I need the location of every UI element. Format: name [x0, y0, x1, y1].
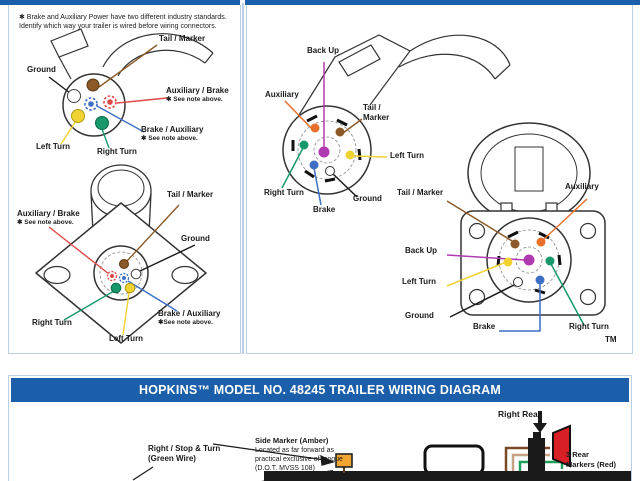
- socket-ground-label: Ground: [181, 234, 210, 243]
- socket-tail-marker-pin: [120, 260, 129, 269]
- socket-mount-hole-left: [44, 267, 70, 284]
- seven-plug-left-turn-pin: [346, 151, 355, 160]
- socket-right-turn-pin: [111, 283, 121, 293]
- socket-left-turn-label: Left Turn: [109, 334, 144, 343]
- plug-right-turn-pin: [96, 117, 109, 130]
- trailer-fender: [425, 446, 483, 474]
- seven-plug-tail-marker-label: [363, 103, 389, 123]
- diagram-title-bar: HOPKINS™ MODEL NO. 48245 TRAILER WIRING DIAGRAM: [11, 378, 629, 402]
- seven-socket-auxiliary-label: Auxiliary: [565, 182, 599, 191]
- rear-markers-label: [566, 450, 616, 479]
- plug-brake-aux-label: [141, 125, 203, 143]
- flange-hole-tl: [470, 224, 485, 239]
- socket-aux-brake-note: ✱ See note above.: [17, 219, 74, 226]
- plug-tail-marker-pin: [87, 79, 99, 91]
- seven-socket-back-up-label: Back Up: [405, 246, 438, 255]
- plug-brake-aux-note: ✱ See note above.: [141, 135, 198, 142]
- socket-left-turn-pin: [125, 283, 135, 293]
- seven-socket-left-turn-pin: [504, 258, 513, 267]
- seven-plug-right-turn-pin: [300, 141, 309, 150]
- socket-brake-aux-title: Brake / Auxiliary: [158, 309, 221, 318]
- socket-tail-marker-label: Tail / Marker: [167, 190, 214, 199]
- socket-aux-brake-label: [17, 209, 80, 227]
- seven-socket-auxiliary-pin: [537, 238, 546, 247]
- seven-plug-left-turn-label: Left Turn: [390, 151, 425, 160]
- plug-aux-brake-label: [166, 86, 229, 104]
- seven-socket-back-up-pin: [524, 255, 535, 266]
- seven-plug-tail-line1: Tail /: [363, 103, 381, 112]
- plug-aux-brake-note: ✱ See note above.: [166, 96, 223, 103]
- six-pin-diagram-art: [9, 5, 240, 353]
- seven-plug-back-up-label: Back Up: [307, 46, 340, 55]
- plug-brake-aux-pin: [85, 98, 97, 110]
- panel-six-pin-connectors: [8, 5, 241, 354]
- flange-hole-br: [581, 290, 596, 305]
- seven-plug-ground-pin: [326, 167, 335, 176]
- plug-aux-brake-pin: [104, 96, 116, 108]
- right-rear-label: Right Rear: [498, 409, 541, 419]
- plug-left-turn-label: Left Turn: [36, 142, 71, 151]
- socket-brake-aux-label: [158, 309, 220, 327]
- socket-aux-brake-title: Auxiliary / Brake: [17, 209, 80, 218]
- plug-right-turn-label: Right Turn: [97, 147, 137, 156]
- socket-right-turn-label: Right Turn: [32, 318, 72, 327]
- socket-brake-aux-note: ✱See note above.: [158, 319, 213, 326]
- panel-trailer-wiring: [8, 375, 632, 481]
- rear-markers-line3: Needed For: [566, 469, 608, 479]
- panel-divider: [242, 3, 244, 354]
- seven-plug-brake-label: Brake: [313, 205, 336, 214]
- side-marker-title: Side Marker (Amber): [255, 436, 329, 445]
- seven-plug-back-up-pin: [319, 147, 330, 158]
- socket-mount-hole-right: [172, 267, 198, 284]
- seven-plug-ground-label: Ground: [353, 194, 382, 203]
- side-marker-line1: Located as far forward as: [255, 446, 334, 454]
- seven-socket-brake-pin: [536, 276, 545, 285]
- green-wire-leader: [133, 467, 153, 480]
- plug-ground-pin: [68, 90, 81, 103]
- flange-hole-tr: [581, 224, 596, 239]
- trademark-text: TM: [605, 335, 617, 344]
- seven-socket-right-turn-label: Right Turn: [569, 322, 609, 331]
- flange-hole-bl: [470, 290, 485, 305]
- seven-socket-right-turn-pin: [546, 257, 555, 266]
- seven-socket-cover: [468, 123, 590, 223]
- rear-markers-line1: 3 Rear: [566, 450, 589, 459]
- seven-plug-auxiliary-pin: [311, 124, 320, 133]
- panel-seven-pin-connectors: [246, 5, 633, 354]
- seven-socket-brake-label: Brake: [473, 322, 496, 331]
- right-stop-turn-line1: Right / Stop & Turn: [148, 444, 221, 453]
- seven-socket-left-turn-label: Left Turn: [402, 277, 437, 286]
- seven-plug-auxiliary-label: Auxiliary: [265, 90, 299, 99]
- seven-pin-diagram-art: [247, 5, 632, 353]
- seven-socket-ground-label: Ground: [405, 311, 434, 320]
- seven-plug-tail-marker-pin: [336, 128, 345, 137]
- side-marker-line3: (D.O.T. MVSS 108): [255, 464, 315, 472]
- plug-brake-aux-title: Brake / Auxiliary: [141, 125, 204, 134]
- plug-ground-label: Ground: [27, 65, 56, 74]
- seven-socket-ground-pin: [514, 278, 523, 287]
- plug-left-turn-pin: [72, 110, 85, 123]
- socket-aux-brake-pin: [108, 272, 117, 281]
- note-line-2: Identify which way your trailer is wired before wiring connectors.: [19, 23, 217, 31]
- seven-plug-tail-line2: Marker: [363, 113, 390, 122]
- right-stop-turn-label: [148, 444, 220, 464]
- seven-socket-tail-marker-label: Tail / Marker: [397, 188, 444, 197]
- seven-socket-tail-marker-pin: [511, 240, 520, 249]
- socket-brake-aux-pin: [120, 274, 129, 283]
- note-line-1: ✱ Brake and Auxiliary Power have two different industry standards.: [19, 14, 227, 21]
- side-marker-label: [255, 436, 343, 473]
- socket-ground-pin: [131, 269, 141, 279]
- rear-markers-line2: Markers (Red): [566, 459, 617, 469]
- right-stop-turn-line2: (Green Wire): [148, 454, 196, 463]
- plug-tail-marker-label: Tail / Marker: [159, 34, 206, 43]
- seven-plug-right-turn-label: Right Turn: [264, 188, 304, 197]
- seven-plug-brake-pin: [310, 161, 319, 170]
- side-marker-line2: practical exclusive of tongue: [255, 455, 343, 463]
- plug-aux-brake-title: Auxiliary / Brake: [166, 86, 229, 95]
